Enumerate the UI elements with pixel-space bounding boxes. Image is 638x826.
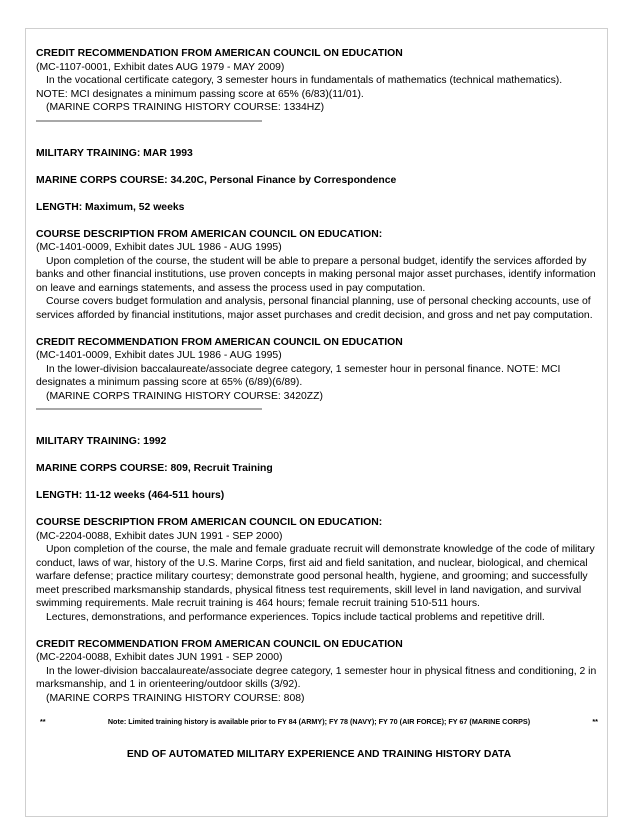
section-heading: CREDIT RECOMMENDATION FROM AMERICAN COUNCIL ON EDUCATION [36,336,403,348]
course-length: LENGTH: 11-12 weeks (464-511 hours) [36,490,225,501]
military-training-date: MILITARY TRAINING: MAR 1993 [36,147,193,159]
exhibit-line: (MC-1107-0001, Exhibit dates AUG 1979 - MAY 2009) [36,61,285,73]
credit-text: In the lower-division baccalaureate/associate degree category, 1 semester hour in physical fitness and conditioning, 2 in marksmanship, and 1 in orienteering/outdoor skills (3/92). [36,665,597,690]
footer-stars-right: ** [592,717,598,726]
course-title: MARINE CORPS COURSE: 809, Recruit Training [36,463,273,474]
footer-stars-left: ** [40,717,46,726]
training-entry-1 [36,147,602,323]
description-paragraph: Course covers budget formulation and analysis, personal financial planning, use of personal checking accounts, use of services afforded by financial institutions, major asset purchases and credit decision, and gross and net pay computation. [36,296,593,321]
description-paragraph: Upon completion of the course, the student will be able to prepare a personal budget, identify the services afforded by banks and other financial institutions, use proven concepts in making personal major asset purchases, identify information on leave and earnings statements, and assess the process used in pay computation. [36,255,596,294]
footer-note [36,715,602,729]
credit-recommendation-2 [36,336,602,404]
description-heading: COURSE DESCRIPTION FROM AMERICAN COUNCIL ON EDUCATION: [36,228,383,240]
training-history-course: (MARINE CORPS TRAINING HISTORY COURSE: 808) [46,692,305,704]
section-heading: CREDIT RECOMMENDATION FROM AMERICAN COUNCIL ON EDUCATION [36,638,403,650]
exhibit-line: (MC-2204-0088, Exhibit dates JUN 1991 - SEP 2000) [36,530,283,542]
exhibit-line: (MC-1401-0009, Exhibit dates JUL 1986 - AUG 1995) [36,350,282,361]
section-divider [36,120,262,122]
footer-note-text: Note: Limited training history is available prior to FY 84 (ARMY); FY 78 (NAVY); FY 70 (AIR FORCE); FY 67 (MARINE CORPS) [107,717,531,726]
section-divider [36,408,262,410]
description-heading: COURSE DESCRIPTION FROM AMERICAN COUNCIL ON EDUCATION: [36,517,383,528]
credit-text: In the vocational certificate category, 3 semester hours in fundamentals of mathematics (technical mathematics). [46,75,563,86]
credit-recommendation-1 [36,47,602,115]
document-body [36,47,602,761]
section-heading: CREDIT RECOMMENDATION FROM AMERICAN COUNCIL ON EDUCATION [36,48,403,59]
exhibit-line: (MC-1401-0009, Exhibit dates JUL 1986 - AUG 1995) [36,242,282,253]
credit-text: In the lower-division baccalaureate/associate degree category, 1 semester hour in personal finance. NOTE: MCI designates a minimum passing score at 65% (6/89)(6/89). [36,363,561,388]
credit-recommendation-3 [36,638,602,706]
course-length: LENGTH: Maximum, 52 weeks [36,201,185,213]
credit-note: NOTE: MCI designates a minimum passing score at 65% (6/83)(11/01). [36,88,364,100]
exhibit-line: (MC-2204-0088, Exhibit dates JUN 1991 - SEP 2000) [36,652,283,663]
military-training-date: MILITARY TRAINING: 1992 [36,436,167,447]
training-history-course: (MARINE CORPS TRAINING HISTORY COURSE: 1334HZ) [46,102,325,113]
description-paragraph: Upon completion of the course, the male and female graduate recruit will demonstrate knowledge of the code of military conduct, laws of war, history of the U.S. Marine Corps, first aid and field sanitation, and nuclear, biological, and chemical warfare defense; practice military courtesy; demonstrate good personal health, hygiene, and grooming; and successfully meet prescribed marksmanship standards, physical fitness test requirements, skill level in land navigation, and survival swimming requirements. Male recruit training is 464 hours; female recruit training 510-511 hours. [36,544,595,609]
end-of-data-banner: END OF AUTOMATED MILITARY EXPERIENCE AND TRAINING HISTORY DATA [126,748,512,760]
training-entry-2 [36,435,602,624]
course-title: MARINE CORPS COURSE: 34.20C, Personal Finance by Correspondence [36,174,397,186]
training-history-course: (MARINE CORPS TRAINING HISTORY COURSE: 3420ZZ) [46,390,323,402]
description-paragraph: Lectures, demonstrations, and performance experiences. Topics include tactical problems and repetitive drill. [46,611,545,623]
